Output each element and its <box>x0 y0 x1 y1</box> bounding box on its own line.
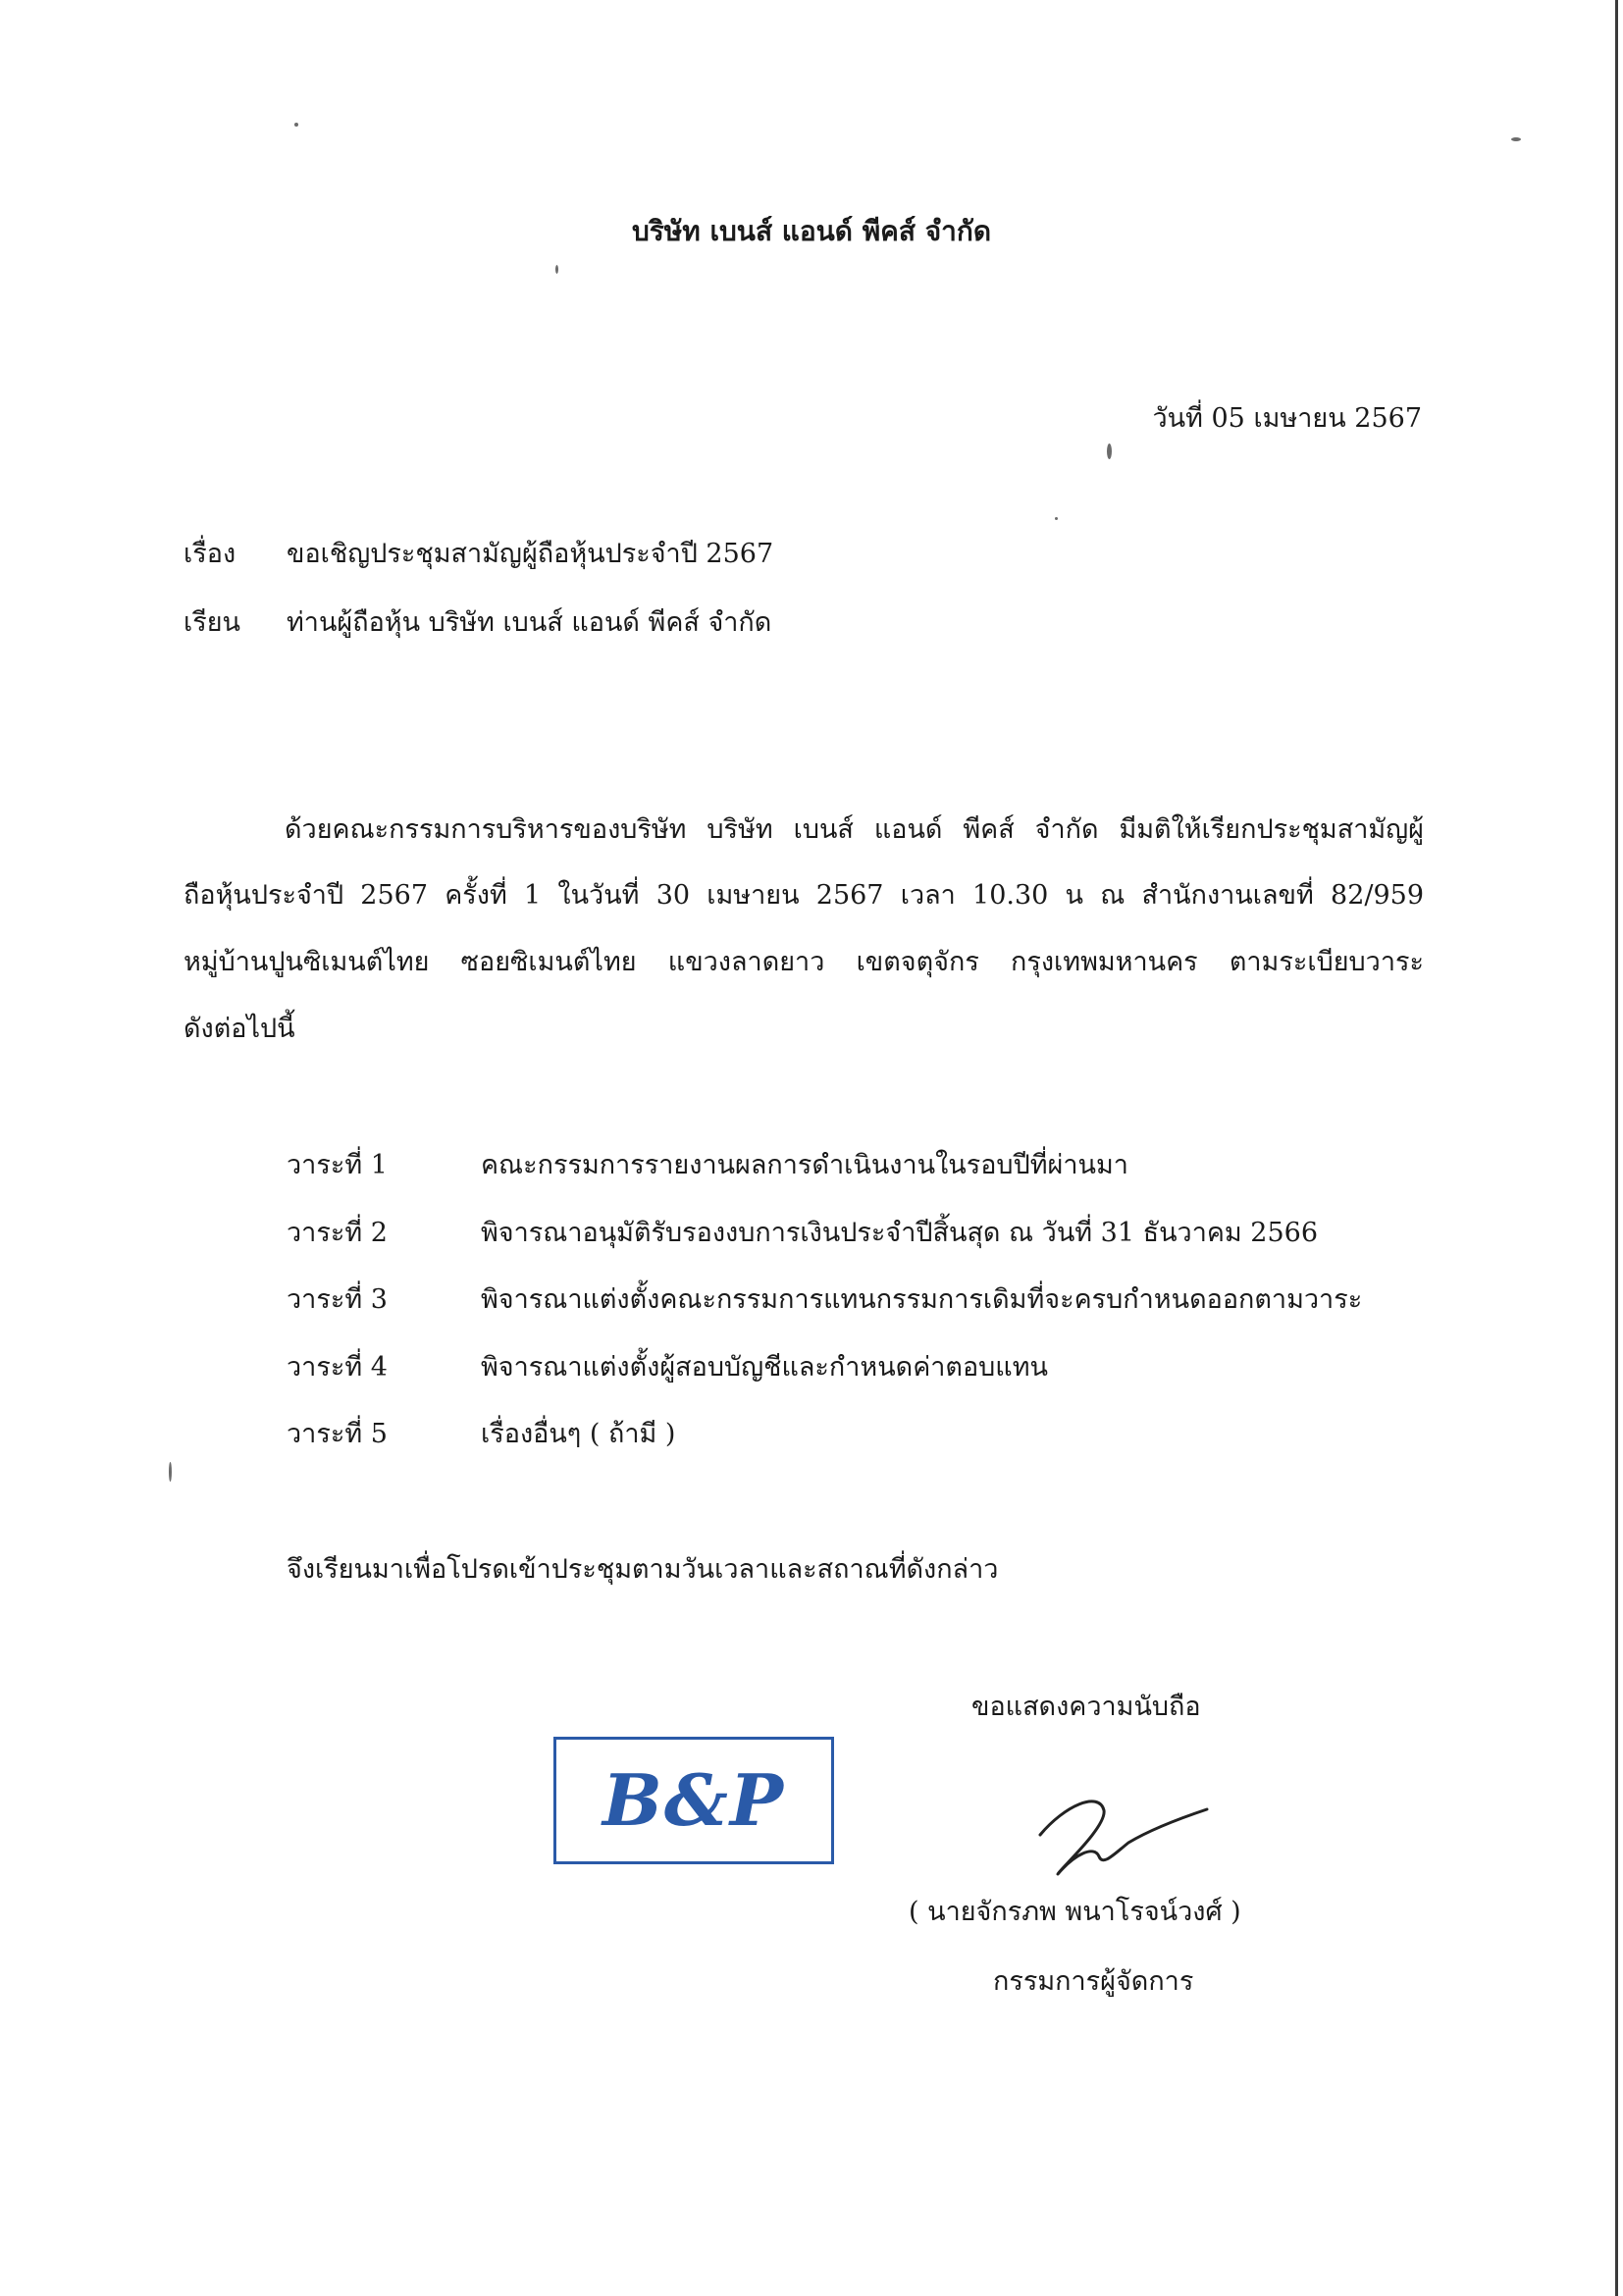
agenda-label: วาระที่ 4 <box>287 1352 388 1383</box>
company-title: บริษัท เบนส์ แอนด์ พีคส์ จำกัด <box>631 215 992 247</box>
agenda-text: พิจารณาแต่งตั้งผู้สอบบัญชีและกำหนดค่าตอบแทน <box>481 1352 1048 1383</box>
scan-speck <box>1055 517 1058 520</box>
scan-speck <box>294 123 298 127</box>
closing-sentence: จึงเรียนมาเพื่อโปรดเข้าประชุมตามวันเวลาและสถาณที่ดังกล่าว <box>287 1554 999 1585</box>
agenda-text: เรื่องอื่นๆ ( ถ้ามี ) <box>481 1419 676 1449</box>
recipient-label: เรียน <box>183 607 241 638</box>
agenda-text: พิจารณาอนุมัติรับรองงบการเงินประจำปีสิ้นสุด ณ วันที่ 31 ธันวาคม 2566 <box>481 1218 1319 1248</box>
subject-label: เรื่อง <box>183 539 236 569</box>
scan-speck <box>169 1462 172 1482</box>
signer-title: กรรมการผู้จัดการ <box>993 1966 1194 1997</box>
signature-image <box>1021 1776 1217 1884</box>
body-line: ถือหุ้นประจำปี 2567 ครั้งที่ 1 ในวันที่ 30 เมษายน 2567 เวลา 10.30 น ณ สำนักงานเลขที่ 82/959 <box>183 880 1424 911</box>
scan-speck <box>555 265 558 274</box>
agenda-label: วาระที่ 3 <box>287 1284 388 1315</box>
agenda-text: คณะกรรมการรายงานผลการดำเนินงานในรอบปีที่ผ่านมา <box>481 1150 1128 1180</box>
scan-edge-line <box>1615 0 1618 2296</box>
agenda-label: วาระที่ 5 <box>287 1419 388 1449</box>
recipient-value: ท่านผู้ถือหุ้น บริษัท เบนส์ แอนด์ พีคส์ จำกัด <box>287 607 772 638</box>
company-stamp <box>553 1737 834 1864</box>
regards-line: ขอแสดงความนับถือ <box>971 1692 1201 1722</box>
agenda-text: พิจารณาแต่งตั้งคณะกรรมการแทนกรรมการเดิมที่จะครบกำหนดออกตามวาระ <box>481 1284 1363 1315</box>
body-line: ด้วยคณะกรรมการบริหารของบริษัท บริษัท เบนส์ แอนด์ พีคส์ จำกัด มีมติให้เรียกประชุมสามัญผู้ <box>285 814 1424 845</box>
scan-speck <box>1511 137 1521 141</box>
signer-name: ( นายจักรภพ พนาโรจน์วงศ์ ) <box>909 1897 1241 1927</box>
agenda-label: วาระที่ 2 <box>287 1218 388 1248</box>
body-line: หมู่บ้านปูนซิเมนต์ไทย ซอยซิเมนต์ไทย แขวงลาดยาว เขตจตุจักร กรุงเทพมหานคร ตามระเบียบวาระ <box>183 947 1424 977</box>
letter-date: วันที่ 05 เมษายน 2567 <box>1152 403 1422 434</box>
subject-value: ขอเชิญประชุมสามัญผู้ถือหุ้นประจำปี 2567 <box>287 539 774 569</box>
body-line: ดังต่อไปนี้ <box>183 1014 295 1044</box>
stamp-text: B&P <box>602 1758 785 1842</box>
scan-speck <box>1107 444 1112 459</box>
agenda-label: วาระที่ 1 <box>287 1150 388 1180</box>
